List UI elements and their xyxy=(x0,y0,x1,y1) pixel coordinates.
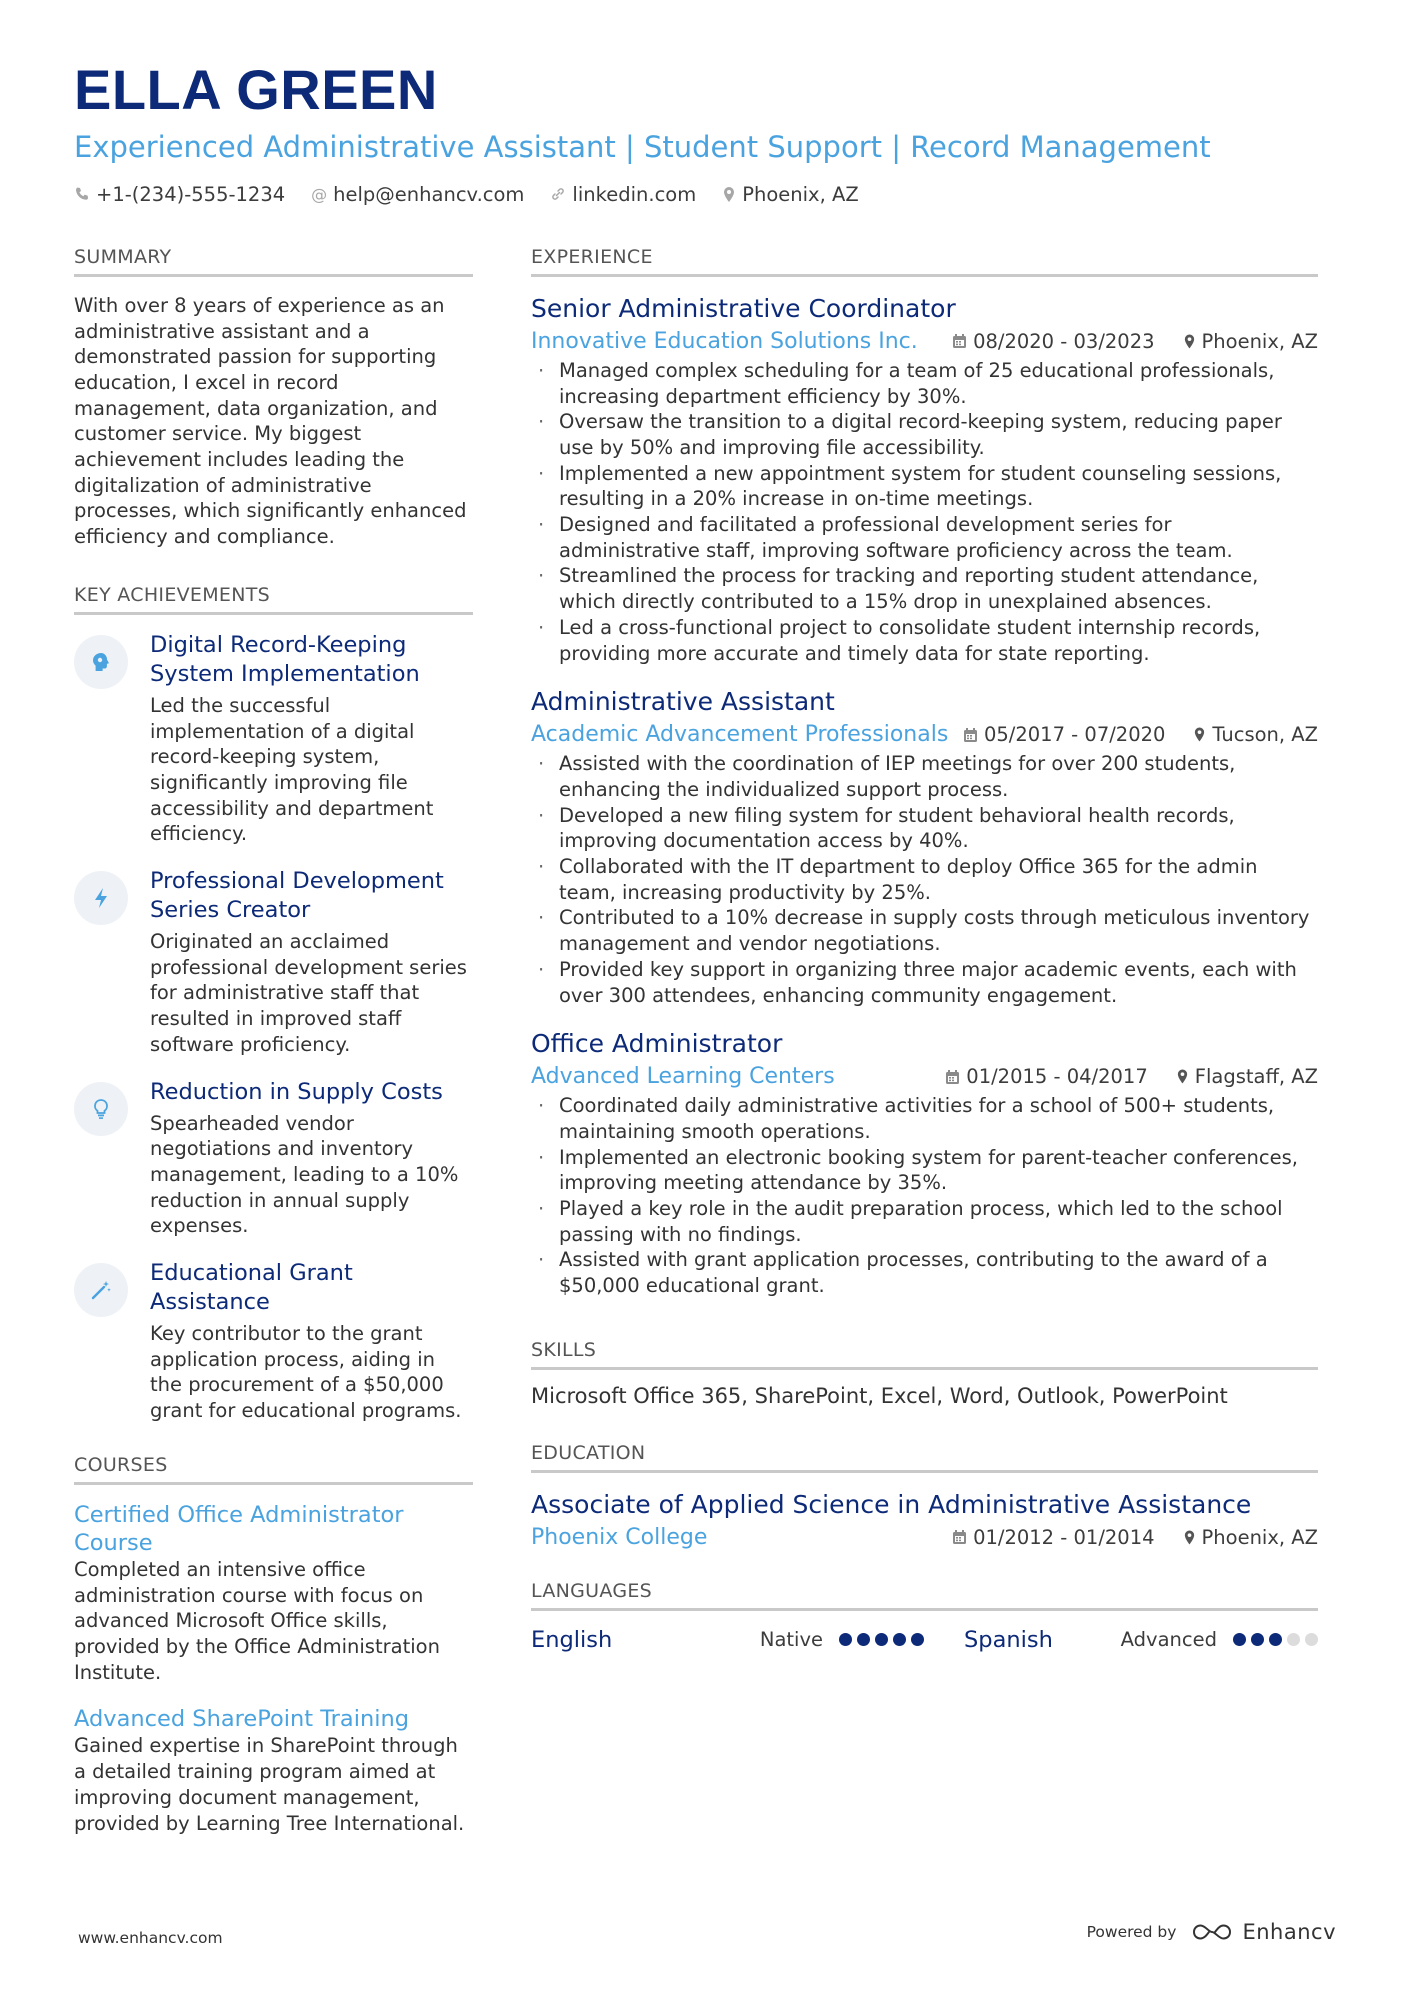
footer-website[interactable]: www.enhancv.com xyxy=(78,1929,223,1947)
bullet: · Managed complex scheduling for a team of 25 educational professionals, increasing department efficiency by 30%. xyxy=(531,358,1318,409)
job-location xyxy=(1183,330,1318,353)
job-location xyxy=(1193,723,1318,746)
bullet: · Implemented a new appointment system for student counseling sessions, resulting in a 20% increase in on-time meetings. xyxy=(531,461,1318,512)
skills-heading: SKILLS xyxy=(531,1339,1318,1370)
rating-dot-filled xyxy=(1251,1633,1264,1646)
footer-branding xyxy=(1087,1920,1336,1944)
rating-dot-filled xyxy=(1269,1633,1282,1646)
job-bullets xyxy=(531,358,1318,666)
job-entry xyxy=(531,686,1318,1008)
head-icon xyxy=(74,635,128,689)
achievement-item xyxy=(74,1078,473,1240)
infinity-logo-icon xyxy=(1190,1921,1234,1943)
bullet: · Contributed to a 10% decrease in supply costs through meticulous inventory management and vendor negotiations. xyxy=(531,905,1318,956)
bullet: · Played a key role in the audit preparation process, which led to the school passing with no findings. xyxy=(531,1196,1318,1247)
achievement-desc: Led the successful implementation of a digital record-keeping system, significantly improving file accessibility and department efficiency. xyxy=(150,693,434,846)
rating-dot-filled xyxy=(893,1633,906,1646)
enhancv-logo[interactable] xyxy=(1190,1920,1336,1944)
calendar-icon xyxy=(952,1529,967,1545)
two-column-layout xyxy=(74,246,1344,1856)
location-text: Phoenix, AZ xyxy=(1201,329,1318,353)
headline: Experienced Administrative Assistant | Student Support | Record Management xyxy=(74,130,1211,164)
rating-dot-empty xyxy=(1287,1633,1300,1646)
brand-name: Enhancv xyxy=(1242,1920,1336,1944)
language-rating xyxy=(1233,1633,1318,1646)
location-text: Phoenix, AZ xyxy=(1201,1525,1318,1549)
lightning-icon xyxy=(74,871,128,925)
languages-heading: LANGUAGES xyxy=(531,1580,1318,1611)
achievements-heading: KEY ACHIEVEMENTS xyxy=(74,584,473,615)
rating-dot-filled xyxy=(1233,1633,1246,1646)
job-location xyxy=(1176,1065,1318,1088)
email-text: help@enhancv.com xyxy=(333,182,525,206)
company-name: Academic Advancement Professionals xyxy=(531,722,949,748)
phone-icon xyxy=(74,186,90,202)
job-dates xyxy=(963,723,1165,746)
bullet: · Assisted with the coordination of IEP meetings for over 200 students, enhancing the individualized support process. xyxy=(531,751,1318,802)
education-location xyxy=(1183,1526,1318,1549)
course-desc: Completed an intensive office administration course with focus on advanced Microsoft Office skills, provided by the Office Administration Institute. xyxy=(74,1557,440,1684)
languages-row xyxy=(531,1627,1318,1653)
rating-dot-filled xyxy=(857,1633,870,1646)
bullet: · Provided key support in organizing three major academic events, each with over 300 attendees, enhancing community engagement. xyxy=(531,957,1318,1008)
summary-heading: SUMMARY xyxy=(74,246,473,277)
job-title: Office Administrator xyxy=(531,1029,783,1059)
rating-dot-empty xyxy=(1305,1633,1318,1646)
summary-text: With over 8 years of experience as an administrative assistant and a demonstrated passion for supporting education, I excel in record management, data organization, and customer service. My biggest achievement includes leading the digitalization of administrative processes, which significantly enhanced efficiency and compliance. xyxy=(74,293,467,549)
job-dates xyxy=(945,1065,1147,1088)
school-name: Phoenix College xyxy=(531,1524,708,1550)
language-name: Spanish xyxy=(964,1626,1053,1653)
bullet: · Developed a new filing system for student behavioral health records, improving documentation access by 40%. xyxy=(531,803,1318,854)
location-text: Flagstaff, AZ xyxy=(1194,1065,1318,1089)
job-meta xyxy=(531,329,1318,354)
right-column xyxy=(531,246,1318,1856)
bullet: · Collaborated with the IT department to deploy Office 365 for the admin team, increasing productivity by 25%. xyxy=(531,854,1318,905)
job-bullets xyxy=(531,1093,1318,1299)
location-pin-icon xyxy=(1193,726,1206,743)
course-title: Advanced SharePoint Training xyxy=(74,1706,410,1733)
phone-text: +1-(234)-555-1234 xyxy=(96,182,286,206)
lightbulb-icon xyxy=(74,1082,128,1136)
bullet: · Led a cross-functional project to consolidate student internship records, providing more accurate and timely data for state reporting. xyxy=(531,615,1318,666)
achievement-title: Reduction in Supply Costs xyxy=(150,1078,443,1105)
rating-dot-filled xyxy=(839,1633,852,1646)
location-pin-icon xyxy=(722,186,736,203)
bullet: · Coordinated daily administrative activities for a school of 500+ students, maintaining smooth operations. xyxy=(531,1093,1318,1144)
contact-bar xyxy=(74,183,1344,206)
degree-title: Associate of Applied Science in Administrative Assistance xyxy=(531,1489,1252,1519)
job-dates xyxy=(952,330,1154,353)
bullet: · Streamlined the process for tracking and reporting student attendance, which directly contributed to a 15% drop in unexplained absences. xyxy=(531,563,1318,614)
language-level: Native xyxy=(759,1628,823,1652)
calendar-icon xyxy=(963,727,978,743)
achievement-title: Professional Development Series Creator xyxy=(150,868,444,924)
bullet: · Oversaw the transition to a digital record-keeping system, reducing paper use by 50% and improving file accessibility. xyxy=(531,409,1318,460)
course-item xyxy=(74,1705,473,1836)
at-icon: @ xyxy=(311,184,328,204)
achievement-item xyxy=(74,631,473,847)
rating-dot-filled xyxy=(875,1633,888,1646)
achievement-desc: Key contributor to the grant application process, aiding in the procurement of a $50,000 grant for educational programs. xyxy=(150,1322,462,1423)
courses-heading: COURSES xyxy=(74,1454,473,1485)
job-title: Senior Administrative Coordinator xyxy=(531,293,956,323)
achievement-item xyxy=(74,867,473,1058)
magic-wand-icon xyxy=(74,1263,128,1317)
language-item xyxy=(531,1627,924,1653)
rating-dot-filled xyxy=(911,1633,924,1646)
dates-text: 01/2015 - 04/2017 xyxy=(966,1065,1148,1089)
company-name: Innovative Education Solutions Inc. xyxy=(531,328,918,354)
calendar-icon xyxy=(945,1069,960,1085)
bullet: · Assisted with grant application processes, contributing to the award of a $50,000 educational grant. xyxy=(531,1247,1318,1298)
contact-email[interactable] xyxy=(311,183,524,206)
course-item xyxy=(74,1501,473,1686)
language-level: Advanced xyxy=(1120,1628,1217,1652)
left-column xyxy=(74,246,473,1856)
language-item xyxy=(964,1627,1318,1653)
contact-phone xyxy=(74,183,285,206)
education-meta xyxy=(531,1525,1318,1550)
bullet: · Implemented an electronic booking system for parent-teacher conferences, improving meeting attendance by 35%. xyxy=(531,1145,1318,1196)
powered-by-text: Powered by xyxy=(1086,1923,1177,1941)
achievement-title: Educational Grant Assistance xyxy=(150,1260,353,1316)
achievement-desc: Spearheaded vendor negotiations and inventory management, leading to a 10% reduction in annual supply expenses. xyxy=(150,1111,459,1238)
dates-text: 05/2017 - 07/2020 xyxy=(983,723,1166,747)
achievement-item xyxy=(74,1259,473,1424)
education-dates xyxy=(952,1526,1154,1549)
contact-linkedin[interactable] xyxy=(550,183,696,206)
dates-text: 08/2020 - 03/2023 xyxy=(973,329,1155,353)
experience-heading: EXPERIENCE xyxy=(531,246,1318,277)
job-title: Administrative Assistant xyxy=(531,687,835,717)
education-entry xyxy=(531,1489,1318,1550)
link-icon xyxy=(550,186,566,202)
skills-text: Microsoft Office 365, SharePoint, Excel, Word, Outlook, PowerPoint xyxy=(531,1383,1228,1408)
location-pin-icon xyxy=(1183,333,1196,350)
language-name: English xyxy=(531,1626,613,1653)
resume-page xyxy=(74,58,1344,1856)
achievement-desc: Originated an acclaimed professional development series for administrative staff that resulted in improved staff software proficiency. xyxy=(150,930,467,1056)
job-meta xyxy=(531,722,1318,747)
linkedin-text: linkedin.com xyxy=(572,182,697,206)
location-pin-icon xyxy=(1183,1529,1196,1546)
job-entry xyxy=(531,293,1318,666)
dates-text: 01/2012 - 01/2014 xyxy=(973,1525,1155,1549)
course-desc: Gained expertise in SharePoint through a detailed training program aimed at improving document management, provided by Learning Tree International. xyxy=(74,1734,465,1835)
contact-location xyxy=(722,183,858,206)
achievement-title: Digital Record-Keeping System Implementation xyxy=(150,631,420,687)
education-heading: EDUCATION xyxy=(531,1442,1318,1473)
company-name: Advanced Learning Centers xyxy=(531,1064,835,1090)
job-entry xyxy=(531,1028,1318,1299)
candidate-name: ELLA GREEN xyxy=(74,58,438,121)
calendar-icon xyxy=(952,333,967,349)
location-pin-icon xyxy=(1176,1068,1189,1085)
job-bullets xyxy=(531,751,1318,1008)
job-meta xyxy=(531,1064,1318,1089)
language-rating xyxy=(839,1633,924,1646)
location-text: Phoenix, AZ xyxy=(742,182,859,206)
course-title: Certified Office Administrator Course xyxy=(74,1501,404,1556)
location-text: Tucson, AZ xyxy=(1212,723,1318,747)
bullet: · Designed and facilitated a professional development series for administrative staff, improving software proficiency across the team. xyxy=(531,512,1318,563)
